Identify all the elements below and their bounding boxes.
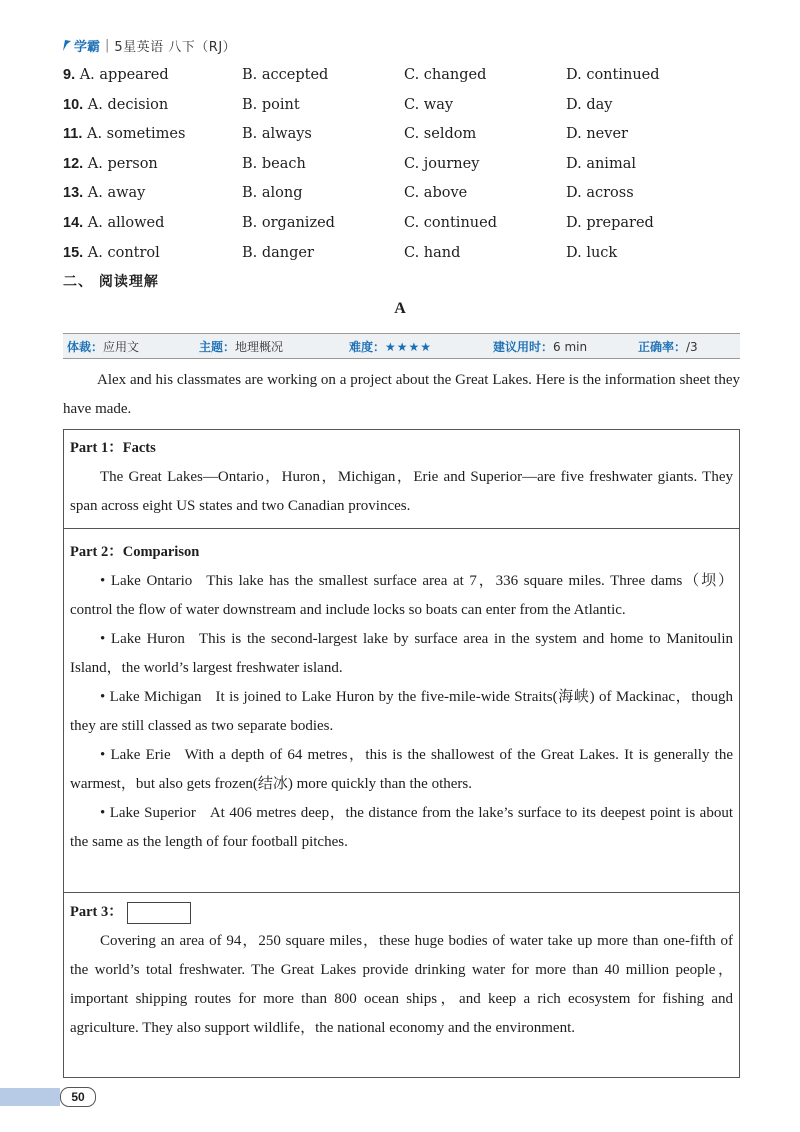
lake-ontario-item xyxy=(70,567,733,625)
page-header xyxy=(62,36,236,54)
lake-description: With a depth of 64 metres，this is the shallowest of the Great Lakes. It is generally the warmest，but also gets frozen(结冰) more quickly than the others. xyxy=(70,747,733,792)
option-c: C. journey xyxy=(404,155,480,172)
question-number: 12. xyxy=(63,155,84,172)
part-2-comparison xyxy=(64,538,739,893)
option-c: C. above xyxy=(404,185,468,202)
lake-name: • Lake Superior xyxy=(100,805,196,821)
question-number: 10. xyxy=(63,96,84,113)
passage-intro: Alex and his classmates are working on a project about the Great Lakes. Here is the information sheet they have made. xyxy=(63,372,740,417)
option-b: B. accepted xyxy=(242,67,329,83)
topic-value: 地理概况 xyxy=(235,340,284,354)
lake-superior-item xyxy=(70,799,733,857)
option-d: D. luck xyxy=(566,244,618,261)
option-a-text: A. appeared xyxy=(79,67,169,83)
part-3-title: Part 3： xyxy=(70,904,123,920)
option-row-13 xyxy=(63,180,743,210)
time-label: 建议用时： xyxy=(493,340,554,354)
part-2-title: Part 2：Comparison xyxy=(70,544,200,560)
difficulty-stars-icon: ★★★★ xyxy=(385,340,433,354)
option-row-11 xyxy=(63,121,743,151)
lake-erie-item xyxy=(70,741,733,799)
option-c: C. changed xyxy=(404,67,487,83)
option-c: C. hand xyxy=(404,244,461,261)
genre-info xyxy=(67,338,139,355)
option-d: D. animal xyxy=(566,155,636,172)
option-a xyxy=(63,94,168,116)
header-separator: | xyxy=(105,37,110,53)
option-row-10 xyxy=(63,92,743,122)
option-d: D. across xyxy=(566,185,634,202)
question-number: 15. xyxy=(63,244,84,261)
genre-value: 应用文 xyxy=(103,340,140,354)
option-a xyxy=(63,242,160,264)
option-b: B. danger xyxy=(242,244,314,261)
option-row-9 xyxy=(63,62,743,92)
brand-flag-icon xyxy=(62,39,72,51)
option-row-15 xyxy=(63,240,743,270)
question-number: 13. xyxy=(63,185,84,202)
option-a-text: A. away xyxy=(87,185,146,202)
accuracy-label: 正确率： xyxy=(638,340,687,354)
cloze-options xyxy=(63,62,743,269)
lake-name: • Lake Michigan xyxy=(100,689,202,705)
lake-michigan-item xyxy=(70,683,733,741)
accuracy-info xyxy=(638,338,698,355)
passage-info-bar xyxy=(63,333,740,359)
lake-description: This is the second-largest lake by surface area in the system and home to Manitoulin Island，the world’s largest freshwater island. xyxy=(70,631,733,676)
brand-logo xyxy=(62,36,100,55)
option-a-text: A. allowed xyxy=(87,214,165,231)
section-title: 二、 阅读理解 xyxy=(63,274,159,290)
option-a xyxy=(63,64,169,86)
book-title: 5星英语 八下（RJ） xyxy=(114,39,237,55)
time-info xyxy=(493,338,587,355)
option-b: B. always xyxy=(242,126,312,143)
option-b: B. organized xyxy=(242,214,335,231)
part-3-text: Covering an area of 94，250 square miles，these huge bodies of water take up more than one-fifth of the world’s total freshwater. The Great Lakes provide drinking water for more than 40 million people，important shipping routes for more than 800 ocean ships，and keep a rich ecosystem for fishing and agriculture. They also support wildlife，the national economy and the environment. xyxy=(70,933,733,1036)
lake-name: • Lake Erie xyxy=(100,747,171,763)
option-b: B. along xyxy=(242,185,303,202)
page-footer xyxy=(0,1085,100,1109)
option-row-12 xyxy=(63,151,743,181)
lake-description: At 406 metres deep，the distance from the lake’s surface to its deepest point is about the same as the length of four football pitches. xyxy=(70,805,733,850)
time-value: 6 min xyxy=(553,340,588,354)
accuracy-value: /3 xyxy=(686,340,698,354)
option-row-14 xyxy=(63,210,743,240)
part-1-facts xyxy=(64,434,739,529)
lake-description: This lake has the smallest surface area at 7，336 square miles. Three dams（坝） control the flow of water downstream and include locks so boats can enter from the Atlantic. xyxy=(70,573,733,618)
option-b: B. point xyxy=(242,96,300,113)
option-a-text: A. decision xyxy=(87,96,169,113)
footer-color-bar xyxy=(0,1088,60,1106)
topic-info xyxy=(199,338,283,355)
topic-label: 主题： xyxy=(199,340,236,354)
option-d: D. continued xyxy=(566,67,660,83)
difficulty-label: 难度： xyxy=(349,340,386,354)
option-a xyxy=(63,182,145,204)
genre-label: 体裁： xyxy=(67,340,104,354)
lake-description: It is joined to Lake Huron by the five-mile-wide Straits(海峡) of Mackinac，though they are still classed as two separate bodies. xyxy=(70,689,733,734)
page-number: 50 xyxy=(60,1087,96,1107)
option-a xyxy=(63,212,164,234)
difficulty-info xyxy=(349,338,432,355)
question-number: 11. xyxy=(63,126,83,143)
part-3-summary xyxy=(64,898,739,1043)
option-b: B. beach xyxy=(242,155,306,172)
option-a xyxy=(63,153,158,175)
passage-label: A xyxy=(394,300,406,317)
option-c: C. seldom xyxy=(404,126,477,143)
question-number: 14. xyxy=(63,214,84,231)
lake-name: • Lake Ontario xyxy=(100,573,193,589)
option-d: D. prepared xyxy=(566,214,654,231)
lake-huron-item xyxy=(70,625,733,683)
question-number: 9. xyxy=(63,67,76,83)
option-a xyxy=(63,123,185,145)
option-a-text: A. person xyxy=(87,155,158,172)
lake-name: • Lake Huron xyxy=(100,631,185,647)
part-1-text: The Great Lakes—Ontario，Huron，Michigan，Erie and Superior—are five freshwater giants. They span across eight US states and two Canadian provinces. xyxy=(70,469,733,514)
part-3-title-row xyxy=(70,898,733,927)
option-c: C. continued xyxy=(404,214,497,231)
information-sheet xyxy=(63,429,740,1078)
answer-blank[interactable] xyxy=(127,902,191,924)
option-c: C. way xyxy=(404,96,454,113)
option-a-text: A. control xyxy=(87,244,160,261)
part-1-title: Part 1：Facts xyxy=(70,440,156,456)
brand-name: 学霸 xyxy=(74,39,101,55)
option-d: D. never xyxy=(566,126,628,143)
option-a-text: A. sometimes xyxy=(86,126,186,143)
option-d: D. day xyxy=(566,96,613,113)
